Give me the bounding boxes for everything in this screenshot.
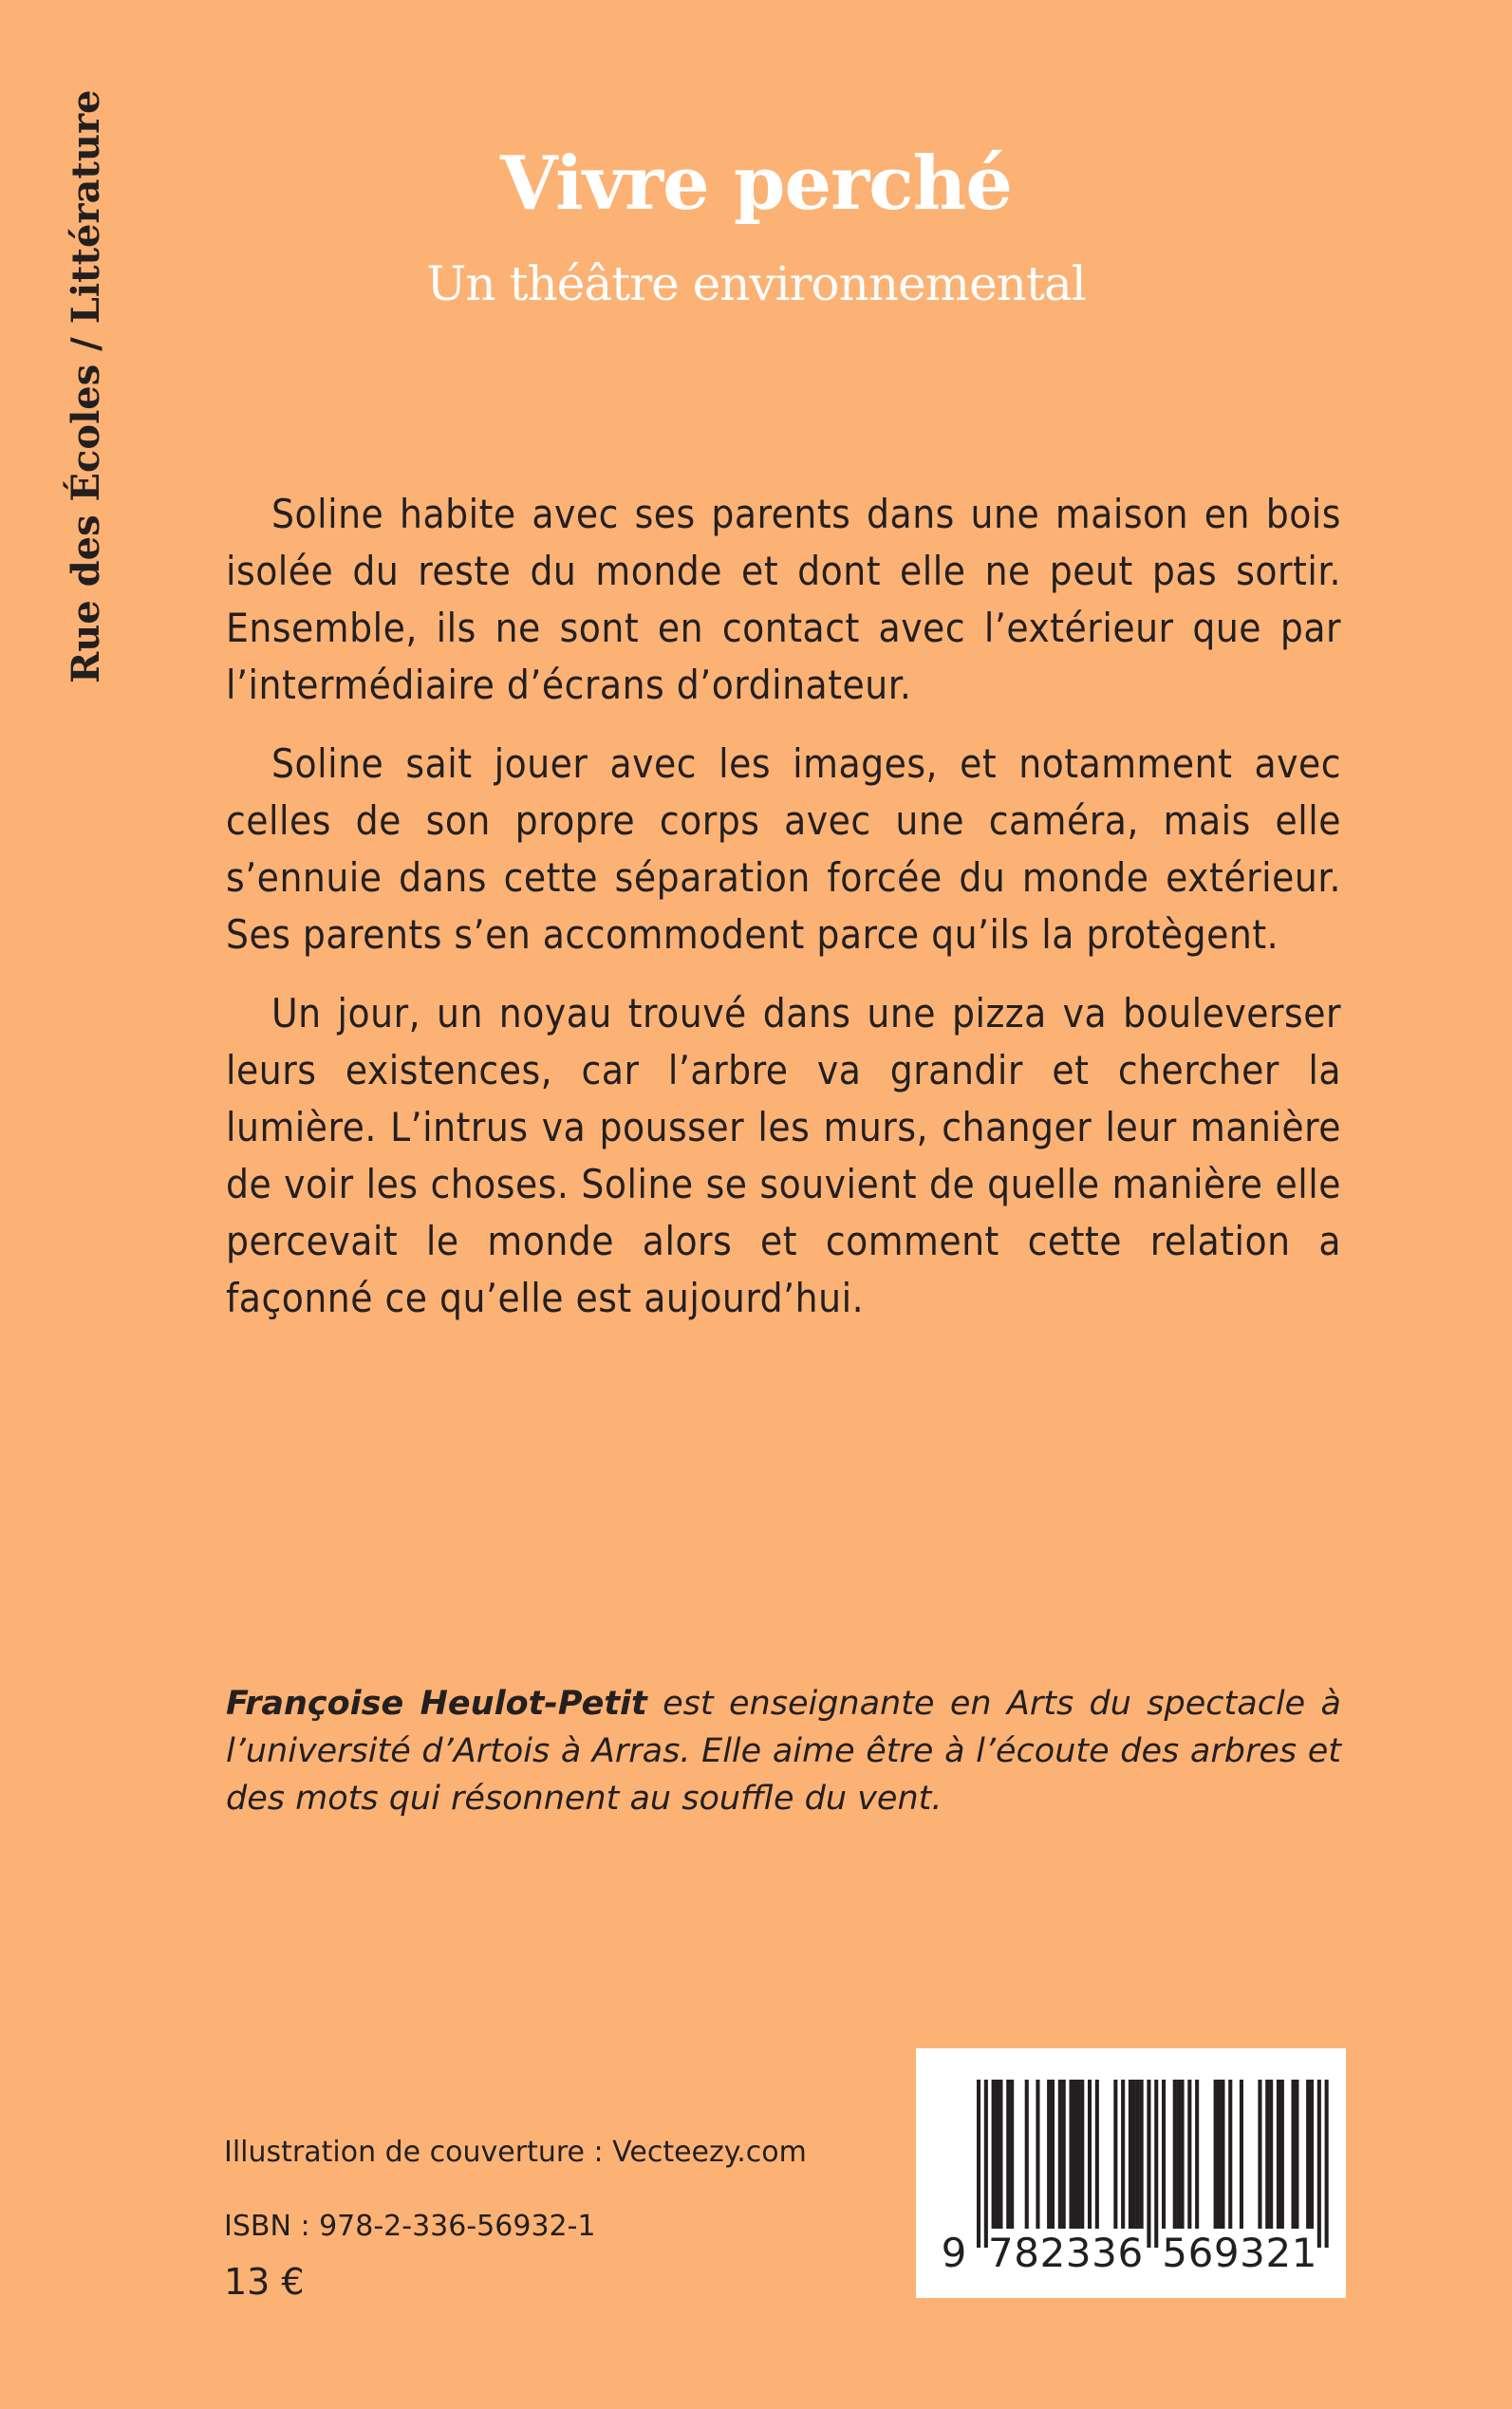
barcode-bar xyxy=(1051,2080,1055,2229)
barcode-bar xyxy=(1113,2080,1117,2229)
summary-paragraph: Un jour, un noyau trouvé dans une pizza va bouleverser leurs existences, car l’arbre va grandir et chercher la lumière. L’intrus va pousser les murs, changer leur manière de voir les choses. Soline se souvient de quelle manière elle percevait le monde alors et comment cette relation a façonné ce qu’elle est aujourd’hui. xyxy=(226,990,1341,1321)
barcode-bar xyxy=(1132,2080,1136,2229)
barcode-bar xyxy=(1195,2080,1199,2229)
barcode-bar xyxy=(1154,2080,1158,2248)
barcode-bar xyxy=(1295,2080,1298,2229)
barcode-bar xyxy=(1073,2080,1076,2229)
book-subtitle: Un théâtre environnemental xyxy=(426,256,1086,311)
barcode-bar xyxy=(1228,2080,1232,2229)
barcode-digit: 3 xyxy=(1092,2230,1117,2276)
barcode-bar xyxy=(996,2080,999,2229)
barcode-bar xyxy=(1181,2080,1185,2229)
barcode-digit: 9 xyxy=(1213,2230,1240,2276)
barcode-bar xyxy=(1036,2080,1039,2229)
barcode-digit: 6 xyxy=(1187,2230,1214,2276)
barcode-bar xyxy=(1258,2080,1261,2229)
barcode-bar xyxy=(1047,2080,1051,2229)
barcode-bar xyxy=(1317,2080,1321,2248)
barcode-bar xyxy=(1006,2080,1010,2229)
barcode-bar xyxy=(1025,2080,1029,2229)
barcode-digit: 1 xyxy=(1291,2230,1317,2276)
isbn: ISBN : 978-2-336-56932-1 xyxy=(224,2210,596,2243)
barcode-bar xyxy=(1187,2080,1191,2229)
barcode-digit: 9 xyxy=(941,2230,967,2276)
barcode-bar xyxy=(999,2080,1002,2229)
barcode-bar xyxy=(1121,2080,1125,2229)
barcode-digit: 6 xyxy=(1117,2230,1144,2276)
barcode-bar xyxy=(1129,2080,1132,2229)
summary-paragraph: Soline sait jouer avec les images, et notamment avec celles de son propre corps avec une caméra, mais elle s’ennuie dans cette séparation forcée du monde extérieur. Ses parents s’en accommodent parce qu’ils la protègent. xyxy=(226,740,1341,958)
barcode-bar xyxy=(1088,2080,1092,2229)
author-bio xyxy=(226,1680,1341,1822)
summary xyxy=(226,486,1341,1349)
author-bio-text: est enseignante en Arts du spectacle à l’université d’Artois à Arras. Elle aime être à l’écoute des arbres et des mots qui résonnent au souffle du vent. xyxy=(226,1685,1341,1818)
illustration-credit: Illustration de couverture : Vecteezy.com xyxy=(224,2136,807,2169)
barcode-bar xyxy=(1062,2080,1066,2229)
barcode-bar xyxy=(1269,2080,1273,2229)
barcode-bar xyxy=(1221,2080,1224,2229)
barcode-bar xyxy=(1173,2080,1177,2229)
barcode-digit: 2 xyxy=(1039,2230,1066,2276)
barcode-bar xyxy=(1265,2080,1269,2229)
barcode-bar xyxy=(1080,2080,1084,2229)
barcode-bar xyxy=(1292,2080,1296,2229)
barcode-bar xyxy=(1325,2080,1329,2248)
barcode-bar xyxy=(1162,2080,1166,2229)
barcode-bar xyxy=(1240,2080,1243,2229)
barcode-bar xyxy=(1058,2080,1062,2229)
barcode-bar xyxy=(1095,2080,1099,2229)
barcode-bar xyxy=(992,2080,996,2229)
barcode-bar xyxy=(1310,2080,1314,2229)
price: 13 € xyxy=(224,2261,305,2303)
barcode-bar xyxy=(1306,2080,1310,2229)
barcode-bar xyxy=(1140,2080,1144,2229)
barcode-digit: 2 xyxy=(1265,2230,1292,2276)
barcode-graphic xyxy=(916,2048,1346,2298)
barcode-bar xyxy=(1218,2080,1222,2229)
barcode-bar xyxy=(1277,2080,1280,2229)
barcode-bar xyxy=(1136,2080,1140,2229)
barcode-digit: 3 xyxy=(1065,2230,1092,2276)
barcode-digit: 8 xyxy=(1014,2230,1040,2276)
barcode xyxy=(916,2048,1346,2298)
barcode-digit: 3 xyxy=(1240,2230,1265,2276)
barcode-bar xyxy=(1177,2080,1181,2229)
spine-collection-label: Rue des Écoles / Littérature xyxy=(64,89,108,683)
barcode-bar xyxy=(1280,2080,1284,2229)
author-name: Françoise Heulot-Petit xyxy=(226,1685,647,1723)
barcode-bar xyxy=(1147,2080,1150,2248)
book-title: Vivre perché xyxy=(499,140,1013,227)
barcode-bar xyxy=(1076,2080,1080,2229)
barcode-bar xyxy=(984,2080,988,2248)
barcode-bar xyxy=(977,2080,980,2248)
barcode-digit: 5 xyxy=(1162,2230,1188,2276)
summary-paragraph: Soline habite avec ses parents dans une maison en bois isolée du reste du monde et dont elle ne peut pas sortir. Ensemble, ils ne sont en contact avec l’extérieur que par l’intermédiaire d’écrans d’ordinateur. xyxy=(226,491,1341,708)
barcode-bar xyxy=(1214,2080,1218,2229)
barcode-digit: 7 xyxy=(987,2230,1014,2276)
barcode-bar xyxy=(1070,2080,1073,2229)
barcode-bar xyxy=(1010,2080,1014,2229)
